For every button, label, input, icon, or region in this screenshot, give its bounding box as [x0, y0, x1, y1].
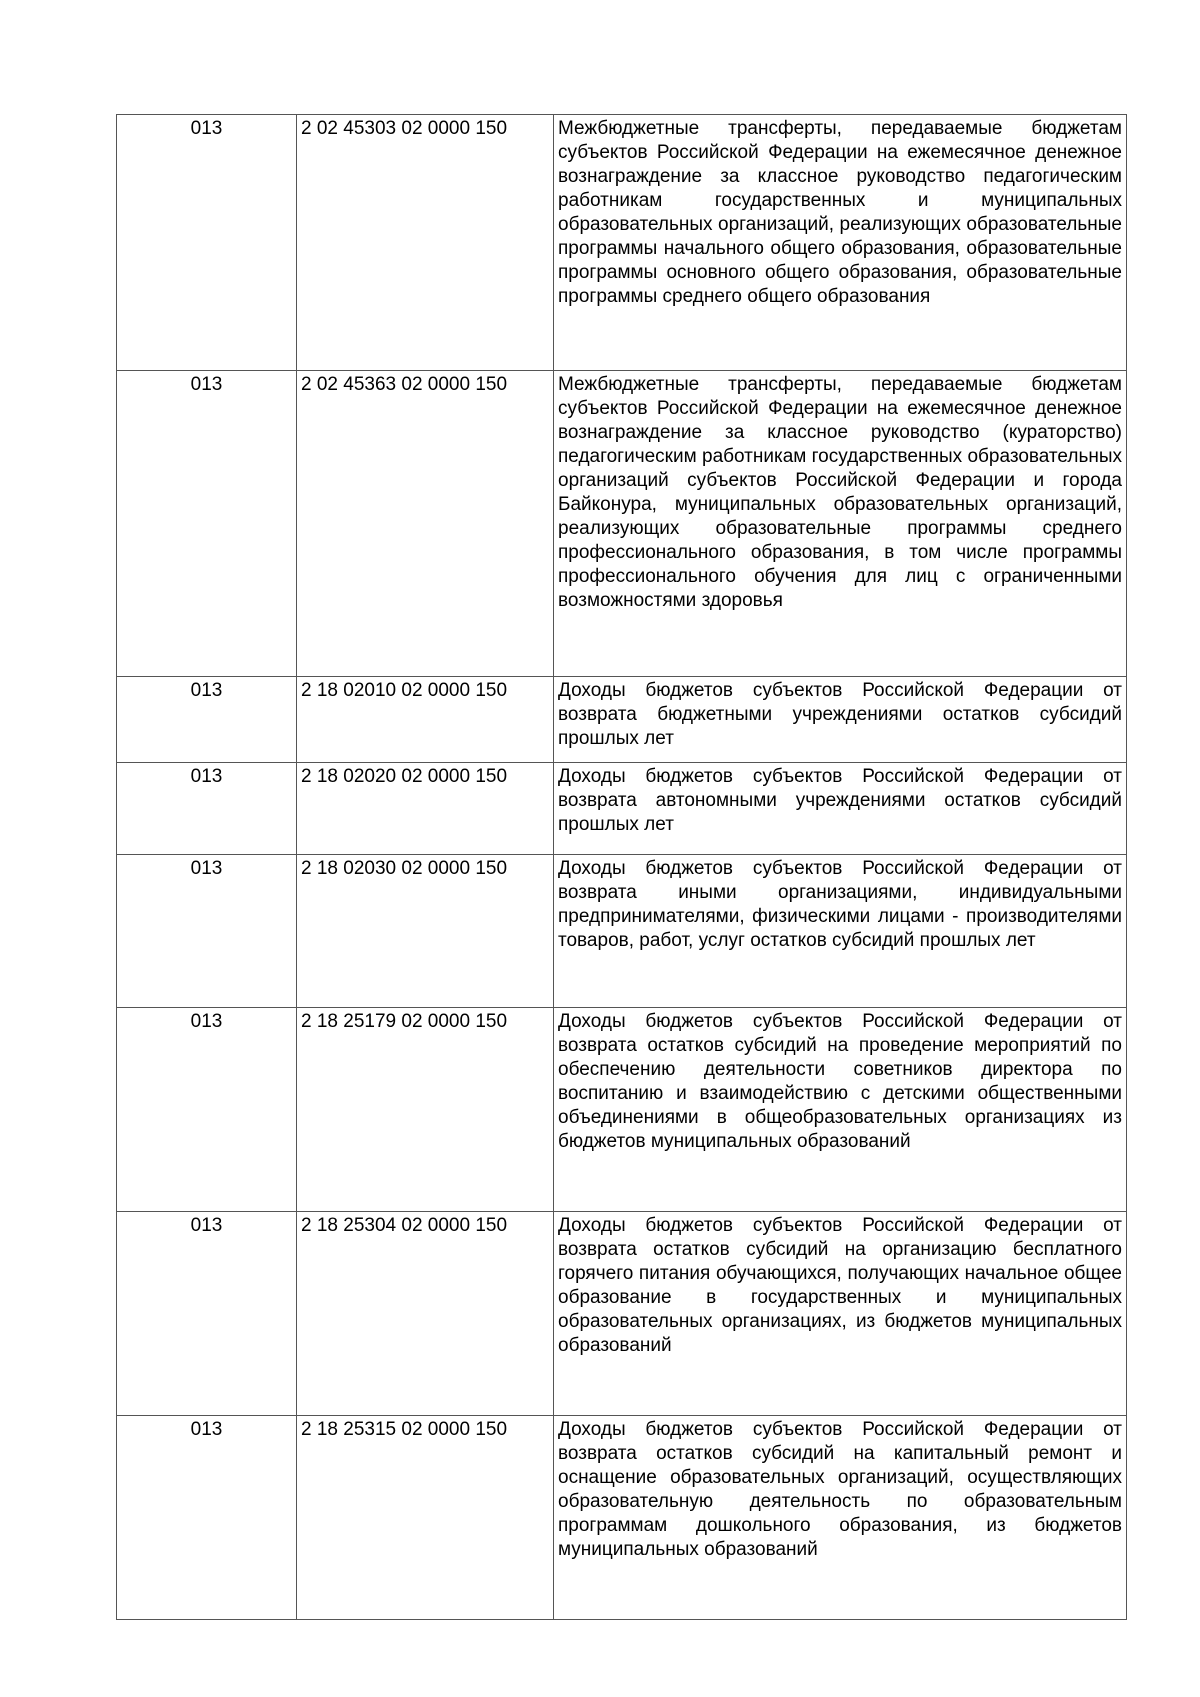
description-cell: Доходы бюджетов субъектов Российской Федерации от возврата бюджетными учреждениями остатков субсидий прошлых лет — [554, 677, 1127, 763]
budget-code-cell: 2 18 25304 02 0000 150 — [297, 1212, 554, 1416]
description-cell: Доходы бюджетов субъектов Российской Федерации от возврата автономными учреждениями остатков субсидий прошлых лет — [554, 763, 1127, 855]
table-row — [117, 677, 1127, 763]
budget-code-cell: 2 18 25315 02 0000 150 — [297, 1416, 554, 1620]
budget-codes-table — [116, 114, 1127, 1620]
table-row — [117, 1416, 1127, 1620]
admin-code-cell: 013 — [117, 1212, 297, 1416]
table-row — [117, 855, 1127, 1008]
budget-code-cell: 2 18 02020 02 0000 150 — [297, 763, 554, 855]
table-row — [117, 1008, 1127, 1212]
admin-code-cell: 013 — [117, 371, 297, 677]
budget-code-cell: 2 18 25179 02 0000 150 — [297, 1008, 554, 1212]
admin-code-cell: 013 — [117, 677, 297, 763]
admin-code-cell: 013 — [117, 1416, 297, 1620]
budget-code-cell: 2 02 45363 02 0000 150 — [297, 371, 554, 677]
admin-code-cell: 013 — [117, 1008, 297, 1212]
table-row — [117, 371, 1127, 677]
description-cell: Доходы бюджетов субъектов Российской Федерации от возврата остатков субсидий на проведение мероприятий по обеспечению деятельности советников директора по воспитанию и взаимодействию с детскими общественными объединениями в общеобразовательных организациях из бюджетов муниципальных образований — [554, 1008, 1127, 1212]
table-row — [117, 763, 1127, 855]
table-row — [117, 115, 1127, 371]
description-cell: Доходы бюджетов субъектов Российской Федерации от возврата иными организациями, индивидуальными предпринимателями, физическими лицами - производителями товаров, работ, услуг остатков субсидий прошлых лет — [554, 855, 1127, 1008]
budget-code-cell: 2 18 02030 02 0000 150 — [297, 855, 554, 1008]
description-cell: Доходы бюджетов субъектов Российской Федерации от возврата остатков субсидий на капитальный ремонт и оснащение образовательных организаций, осуществляющих образовательную деятельность по образовательным программам дошкольного образования, из бюджетов муниципальных образований — [554, 1416, 1127, 1620]
admin-code-cell: 013 — [117, 115, 297, 371]
budget-code-cell: 2 18 02010 02 0000 150 — [297, 677, 554, 763]
description-cell: Доходы бюджетов субъектов Российской Федерации от возврата остатков субсидий на организацию бесплатного горячего питания обучающихся, получающих начальное общее образование в государственных и муниципальных образовательных организациях, из бюджетов муниципальных образований — [554, 1212, 1127, 1416]
description-cell: Межбюджетные трансферты, передаваемые бюджетам субъектов Российской Федерации на ежемесячное денежное вознаграждение за классное руководство (кураторство) педагогическим работникам государственных образовательных организаций субъектов Российской Федерации и города Байконура, муниципальных образовательных организаций, реализующих образовательные программы среднего профессионального образования, в том числе программы профессионального обучения для лиц с ограниченными возможностями здоровья — [554, 371, 1127, 677]
table-row — [117, 1212, 1127, 1416]
admin-code-cell: 013 — [117, 855, 297, 1008]
admin-code-cell: 013 — [117, 763, 297, 855]
description-cell: Межбюджетные трансферты, передаваемые бюджетам субъектов Российской Федерации на ежемесячное денежное вознаграждение за классное руководство педагогическим работникам государственных и муниципальных образовательных организаций, реализующих образовательные программы начального общего образования, образовательные программы основного общего образования, образовательные программы среднего общего образования — [554, 115, 1127, 371]
budget-code-cell: 2 02 45303 02 0000 150 — [297, 115, 554, 371]
